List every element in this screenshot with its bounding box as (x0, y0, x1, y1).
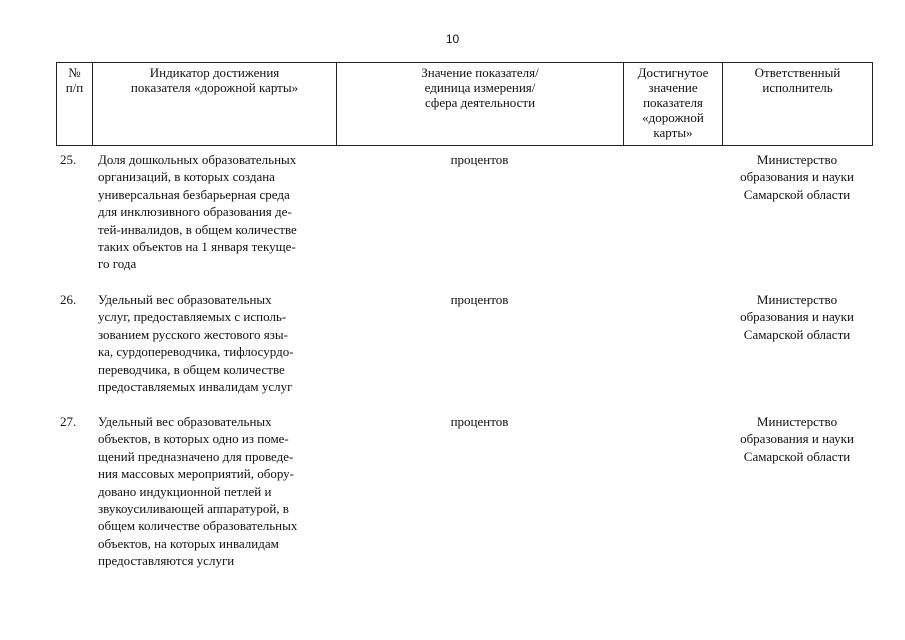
responsible-line: Министерство (756, 414, 838, 429)
indicator-line: Удельный вес образовательных (98, 414, 272, 429)
row-unit: процентов (450, 152, 509, 167)
row-unit: процентов (450, 414, 509, 429)
header-achieved-line: Достигнутое (637, 65, 709, 80)
responsible-line: образования и науки (740, 431, 854, 447)
indicator-line: универсальная безбарьерная среда (98, 186, 290, 202)
row-indicator (98, 413, 333, 570)
page-number: 10 (445, 32, 460, 46)
header-indicator (93, 63, 337, 146)
indicator-line: ка, сурдопереводчика, тифлосурдо- (98, 344, 294, 360)
row-responsible (722, 151, 872, 203)
header-responsible-line: исполнитель (762, 80, 833, 95)
header-row (57, 63, 873, 146)
header-responsible-line: Ответственный (754, 65, 841, 80)
indicator-line: щений предназначено для проведе- (98, 448, 294, 464)
indicator-line: объектов, на которых инвалидам (98, 535, 279, 551)
header-unit-line: сфера деятельности (424, 95, 536, 110)
header-responsible (723, 63, 873, 146)
indicator-line: объектов, в которых одно из поме- (98, 431, 289, 447)
indicator-line: для инклюзивного образования де- (98, 204, 292, 220)
responsible-line: Министерство (756, 292, 838, 307)
header-achieved-line: показателя (643, 95, 703, 110)
indicator-line: тей-инвалидов, в общем количестве (98, 221, 297, 237)
header-achieved-line: «дорожной (642, 110, 704, 125)
indicator-line: довано индукционной петлей и (98, 483, 272, 499)
indicator-line: переводчика, в общем количестве (98, 361, 285, 377)
header-indicator-line: Индикатор достижения (149, 65, 280, 80)
indicator-line: организаций, в которых создана (98, 169, 275, 185)
indicator-line: зованием русского жестового язы- (98, 326, 288, 342)
table-header (56, 62, 873, 146)
row-number: 26. (60, 292, 77, 307)
indicator-line: Удельный вес образовательных (98, 292, 272, 307)
row-number: 27. (60, 414, 77, 429)
header-achieved-line: значение (648, 80, 698, 95)
responsible-line: образования и науки (740, 169, 854, 185)
row-responsible (722, 413, 872, 465)
header-indicator-line: показателя «дорожной карты» (130, 80, 299, 95)
indicator-line: предоставляются услуги (98, 553, 235, 569)
indicator-line: ния массовых мероприятий, обору- (98, 466, 294, 482)
header-number (57, 63, 93, 146)
row-number: 25. (60, 152, 77, 167)
header-number-line: п/п (65, 80, 84, 95)
indicator-line: услуг, предоставляемых с исполь- (98, 309, 287, 325)
indicator-line: общем количестве образовательных (98, 518, 298, 534)
header-achieved-line: карты» (653, 125, 693, 140)
indicator-line: предоставляемых инвалидам услуг (98, 379, 293, 395)
indicator-line: звукоусиливающей аппаратурой, в (98, 501, 289, 517)
responsible-line: Самарской области (743, 326, 851, 342)
row-responsible (722, 291, 872, 343)
row-unit: процентов (450, 292, 509, 307)
header-unit-line: Значение показателя/ (421, 65, 539, 80)
responsible-line: Министерство (756, 152, 838, 167)
header-unit (337, 63, 624, 146)
row-indicator (98, 291, 333, 395)
header-achieved (624, 63, 723, 146)
header-unit-line: единица измерения/ (424, 80, 536, 95)
indicator-line: таких объектов на 1 января текуще- (98, 239, 296, 255)
responsible-line: Самарской области (743, 448, 851, 464)
indicator-line: Доля дошкольных образовательных (98, 152, 297, 167)
indicator-line: го года (98, 256, 137, 272)
row-indicator (98, 151, 333, 273)
responsible-line: образования и науки (740, 309, 854, 325)
header-number-line: № (68, 65, 81, 80)
responsible-line: Самарской области (743, 186, 851, 202)
